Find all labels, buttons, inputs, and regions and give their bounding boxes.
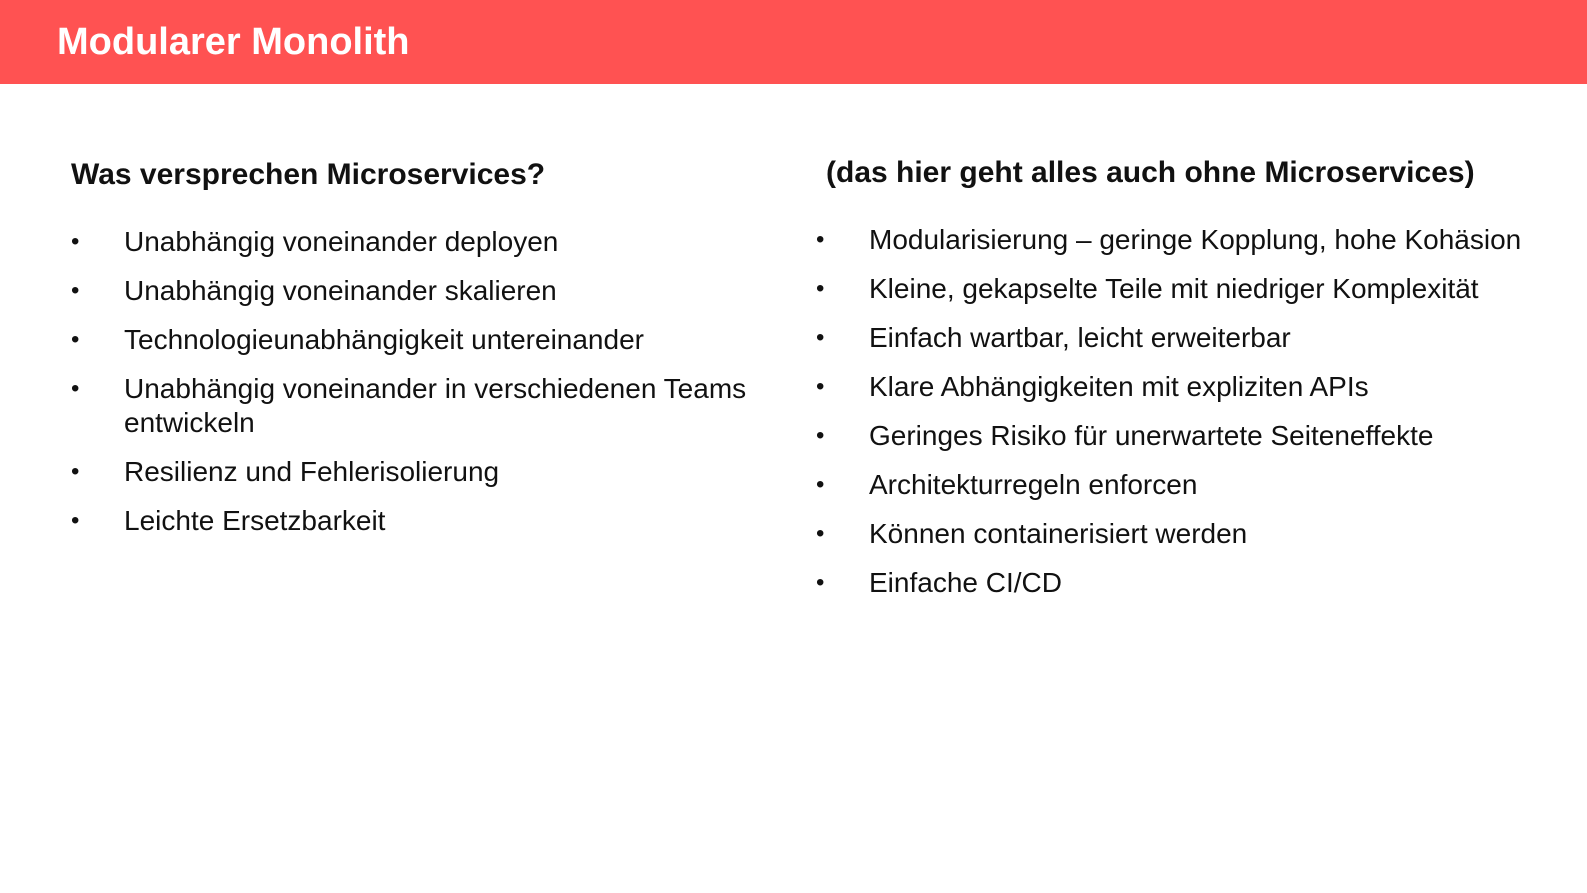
left-bullet-list [71,225,751,538]
bullet-text: Unabhängig voneinander in verschiedenen Teams entwickeln [124,373,747,438]
bullet-icon: • [816,569,825,596]
slide-title: Modularer Monolith [57,21,410,63]
list-item [71,455,751,489]
title-bar [0,0,1587,84]
list-item [816,566,1556,600]
list-item [816,468,1556,502]
bullet-text: Können containerisiert werden [869,518,1248,549]
right-column [816,155,1556,615]
bullet-text: Einfache CI/CD [869,567,1062,598]
list-item [816,419,1556,453]
list-item [71,274,751,308]
bullet-text: Geringes Risiko für unerwartete Seiteneffekte [869,420,1434,451]
left-heading: Was versprechen Microservices? [71,158,546,191]
bullet-text: Unabhängig voneinander deployen [124,226,559,257]
bullet-icon: • [71,277,80,304]
bullet-text: Modularisierung – geringe Kopplung, hohe Kohäsion [869,224,1522,255]
bullet-icon: • [816,275,825,302]
bullet-icon: • [816,373,825,400]
bullet-text: Technologieunabhängigkeit untereinander [124,324,644,355]
bullet-icon: • [816,422,825,449]
bullet-text: Unabhängig voneinander skalieren [124,275,557,306]
bullet-icon: • [71,507,80,534]
bullet-text: Resilienz und Fehlerisolierung [124,456,500,487]
left-column [71,155,751,553]
list-item [816,517,1556,551]
bullet-icon: • [71,228,80,255]
list-item [816,370,1556,404]
right-bullet-list [816,223,1556,600]
bullet-icon: • [816,226,825,253]
bullet-icon: • [71,375,80,402]
list-item [71,504,751,538]
list-item [71,323,751,357]
list-item [816,272,1556,306]
bullet-text: Kleine, gekapselte Teile mit niedriger Komplexität [869,273,1479,304]
bullet-icon: • [816,520,825,547]
bullet-text: Architekturregeln enforcen [869,469,1198,500]
bullet-icon: • [71,326,80,353]
bullet-icon: • [71,458,80,485]
list-item [71,372,751,440]
bullet-icon: • [816,471,825,498]
list-item [816,223,1556,257]
list-item [816,321,1556,355]
list-item [71,225,751,259]
bullet-text: Leichte Ersetzbarkeit [124,505,386,536]
bullet-text: Einfach wartbar, leicht erweiterbar [869,322,1291,353]
bullet-icon: • [816,324,825,351]
right-heading: (das hier geht alles auch ohne Microservices) [826,156,1475,189]
bullet-text: Klare Abhängigkeiten mit expliziten APIs [869,371,1369,402]
